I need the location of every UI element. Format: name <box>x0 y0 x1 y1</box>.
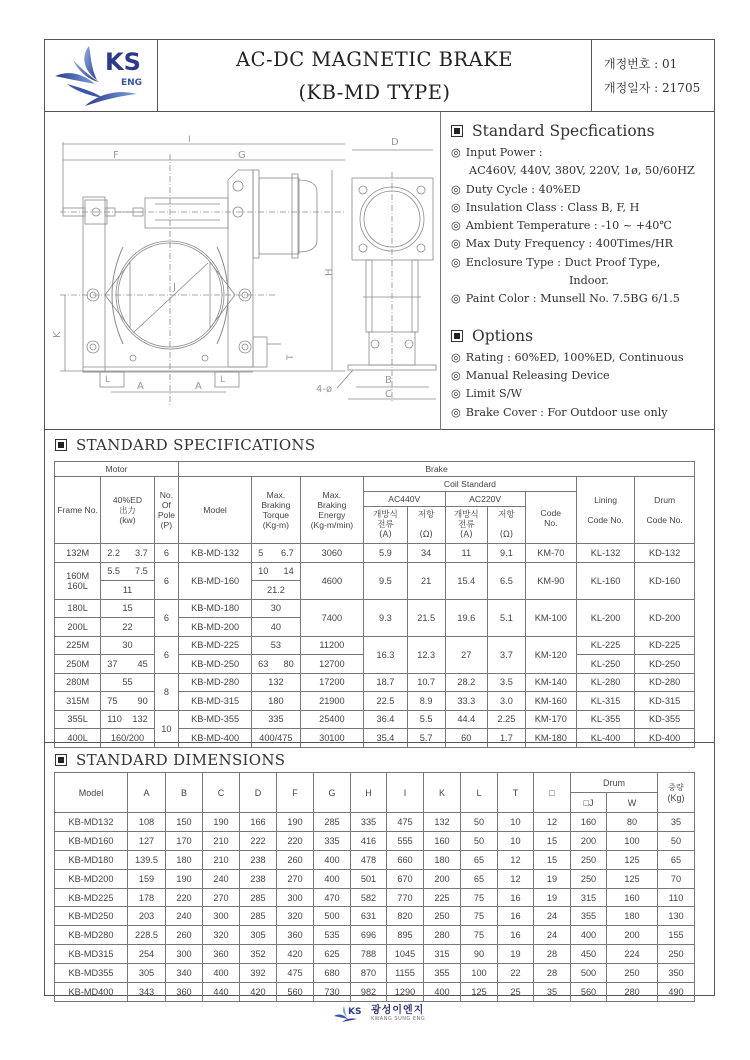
col-square: □ <box>534 773 571 813</box>
spec-table-title: STANDARD SPECIFICATIONS <box>55 434 315 456</box>
ac220-header: AC220V <box>445 492 525 507</box>
table-row: 400L 160/200 KB-MD-400 400/475 30100 35.4 5.7 60 1.7 KM-180 KL-400 KD-400 <box>55 729 695 748</box>
col-f: F <box>277 773 314 813</box>
overview-section <box>45 112 714 430</box>
motor-header: Motor <box>55 462 179 477</box>
col-g: G <box>314 773 351 813</box>
col-k: K <box>424 773 461 813</box>
standard-specs-list <box>451 144 716 309</box>
svg-text:C: C <box>385 389 392 400</box>
options-list <box>451 349 716 422</box>
current-220-header: 개방식 전류 (A) <box>445 507 488 544</box>
options-heading: Options <box>451 325 716 347</box>
svg-text:L: L <box>105 375 111 385</box>
company-name-kr: 광성이엔지 <box>371 1005 425 1016</box>
svg-text:T: T <box>286 354 296 360</box>
col-t: T <box>498 773 534 813</box>
filled-square-icon <box>451 330 463 342</box>
resist-220-header: 저항 (Ω) <box>488 507 526 544</box>
table-row: 280M 55 8 KB-MD-280 132 17200 18.7 10.7 28.2 3.5 KM-140 KL-280 KD-280 <box>55 673 695 692</box>
table-row: 11 21.2 <box>55 581 695 600</box>
col-c: C <box>203 773 240 813</box>
table-row: KB-MD200 159 190 240 238 270 400 501 670 200 65 12 19 250 125 70 <box>55 869 695 888</box>
spec-item: ◎ Paint Color : Munsell No. 7.5BG 6/1.5 <box>451 292 680 306</box>
col-weight: 중량 (Kg) <box>658 773 695 813</box>
spec-item: AC460V, 440V, 380V, 220V, 1ø, 50/60HZ <box>469 164 695 178</box>
spec-item: ◎ Max Duty Frequency : 400Times/HR <box>451 237 674 251</box>
svg-text:B: B <box>385 375 392 386</box>
spec-table <box>54 461 695 748</box>
col-drum: Drum <box>571 773 658 793</box>
svg-text:L: L <box>220 375 226 385</box>
filled-square-icon <box>451 125 463 137</box>
svg-text:F: F <box>113 150 119 161</box>
col-drum-j: □J <box>571 793 607 813</box>
col-model: Model <box>55 773 128 813</box>
technical-drawing <box>45 112 441 430</box>
svg-text:I: I <box>188 135 191 145</box>
option-item: ◎ Brake Cover : For Outdoor use only <box>451 405 668 419</box>
wave-logo-icon <box>333 1004 367 1024</box>
table-row: 225M 30 6 KB-MD-225 53 11200 16.3 12.3 27 3.7 KM-120 KL-225 KD-225 <box>55 636 695 655</box>
svg-text:J: J <box>173 282 176 293</box>
revision-number: 개정번호 : 01 <box>604 57 678 71</box>
spec-item: ◎ Input Power : <box>451 146 543 159</box>
spec-item: ◎ Ambient Temperature : -10 ~ +40℃ <box>451 219 672 233</box>
frame-header: Frame No. <box>55 477 101 544</box>
code-header: Code No. <box>525 492 576 544</box>
resist-440-header: 저항 (Ω) <box>407 507 445 544</box>
spec-item: ◎ Enclosure Type : Duct Proof Type, <box>451 255 661 269</box>
col-h: H <box>351 773 387 813</box>
svg-text:A: A <box>195 381 202 392</box>
table-row: 315M 75 90 KB-MD-315 180 21900 22.5 8.9 33.3 3.0 KM-160 KL-315 KD-315 <box>55 692 695 711</box>
company-name-en: KWANG SUNG ENG <box>371 1016 426 1022</box>
table-row: KB-MD280 228.5 260 320 305 360 535 696 895 280 75 16 24 400 200 155 <box>55 926 695 945</box>
ac440-header: AC440V <box>364 492 446 507</box>
col-d: D <box>240 773 277 813</box>
footer-logo <box>333 1003 453 1025</box>
col-drum-w: W <box>607 793 658 813</box>
spec-item: ◎ Duty Cycle : 40%ED <box>451 182 581 196</box>
footer-company <box>371 1005 425 1023</box>
table-row: 250M 37 45 KB-MD-250 63 80 12700 KL-250 KD-250 <box>55 655 695 674</box>
table-row: 180L 15 6 KB-MD-180 30 7400 9.3 21.5 19.6 5.1 KM-100 KL-200 KD-200 <box>55 599 695 618</box>
col-a: A <box>128 773 166 813</box>
table-row: KB-MD132 108 150 190 166 190 285 335 475 132 50 10 12 160 80 35 <box>55 813 695 832</box>
header <box>45 40 714 112</box>
table-row: 200L 22 KB-MD-200 40 <box>55 618 695 637</box>
svg-text:H: H <box>324 268 335 276</box>
specs-panel <box>441 112 716 430</box>
model-header: Model <box>179 477 252 544</box>
spec-item: ◎ Insulation Class : Class B, F, H <box>451 200 640 214</box>
dim-table-title: STANDARD DIMENSIONS <box>55 749 285 771</box>
filled-square-icon <box>55 754 67 766</box>
lining-header: Lining Code No. <box>576 477 634 544</box>
option-item: ◎ Rating : 60%ED, 100%ED, Continuous <box>451 350 684 364</box>
section-divider <box>45 742 714 743</box>
svg-text:4-ø: 4-ø <box>316 384 333 395</box>
brake-header: Brake <box>179 462 695 477</box>
standard-specs-heading: Standard Specfications <box>451 120 716 142</box>
brake-drawing-icon <box>45 112 441 430</box>
table-row: KB-MD160 127 170 210 222 220 335 416 555 160 50 10 15 200 100 50 <box>55 831 695 850</box>
svg-text:A: A <box>137 381 144 392</box>
poles-header: No. Of Pole (P) <box>154 477 178 544</box>
title-line-1: AC-DC MAGNETIC BRAKE <box>236 48 513 71</box>
table-row: KB-MD400 343 360 440 420 560 730 982 1290 400 125 25 35 560 280 490 <box>55 983 695 1002</box>
energy-header: Max. Braking Energy (Kg-m/min) <box>300 477 363 544</box>
table-row: KB-MD180 139.5 180 210 238 260 400 478 660 180 65 12 15 250 125 65 <box>55 850 695 869</box>
col-l: L <box>461 773 498 813</box>
title-line-2: (KB-MD TYPE) <box>298 81 451 104</box>
dimensions-table <box>54 772 695 1002</box>
current-440-header: 개방식 전류 (A) <box>364 507 408 544</box>
option-item: ◎ Manual Releasing Device <box>451 368 610 382</box>
drum-header: Drum Code No. <box>635 477 695 544</box>
table-row: KB-MD315 254 300 360 352 420 625 788 1045 315 90 19 28 450 224 250 <box>55 945 695 964</box>
table-row: 160M 160L 5.5 7.5 6 KB-MD-160 10 14 4600 9.5 21 15.4 6.5 KM-90 KL-160 KD-160 <box>55 562 695 581</box>
output-header: 40%ED 出力 (kw) <box>101 477 155 544</box>
option-item: ◎ Limit S/W <box>451 387 522 401</box>
spec-item: Indoor. <box>569 274 609 288</box>
company-logo <box>45 40 158 112</box>
table-row: KB-MD250 203 240 300 285 320 500 631 820 250 75 16 24 355 180 130 <box>55 907 695 926</box>
revision-info <box>592 40 716 112</box>
table-row: KB-MD225 178 220 270 285 300 470 582 770 225 75 16 19 315 160 110 <box>55 888 695 907</box>
svg-text:KS: KS <box>105 48 141 76</box>
coil-standard-header: Coil Standard <box>364 477 577 492</box>
svg-text:KS: KS <box>348 1007 362 1017</box>
revision-date: 개정일자 : 21705 <box>604 81 701 95</box>
table-row: 132M 2.2 3.7 6 KB-MD-132 5 6.7 3060 5.9 34 11 9.1 KM-70 KL-132 KD-132 <box>55 544 695 563</box>
filled-square-icon <box>55 439 67 451</box>
col-b: B <box>166 773 203 813</box>
document-title <box>158 40 592 112</box>
col-i: I <box>387 773 424 813</box>
torque-header: Max. Braking Torque (Kg-m) <box>252 477 301 544</box>
table-row: 355L 110 132 10 KB-MD-355 335 25400 36.4 5.5 44.4 2.25 KM-170 KL-355 KD-355 <box>55 710 695 729</box>
datasheet <box>44 39 715 996</box>
svg-text:D: D <box>391 137 399 148</box>
svg-text:K: K <box>52 331 63 338</box>
table-row: KB-MD355 305 340 400 392 475 680 870 1155 355 100 22 28 500 250 350 <box>55 964 695 983</box>
svg-text:G: G <box>238 150 246 161</box>
wave-logo-icon <box>45 40 158 112</box>
svg-text:ENG: ENG <box>121 78 143 88</box>
